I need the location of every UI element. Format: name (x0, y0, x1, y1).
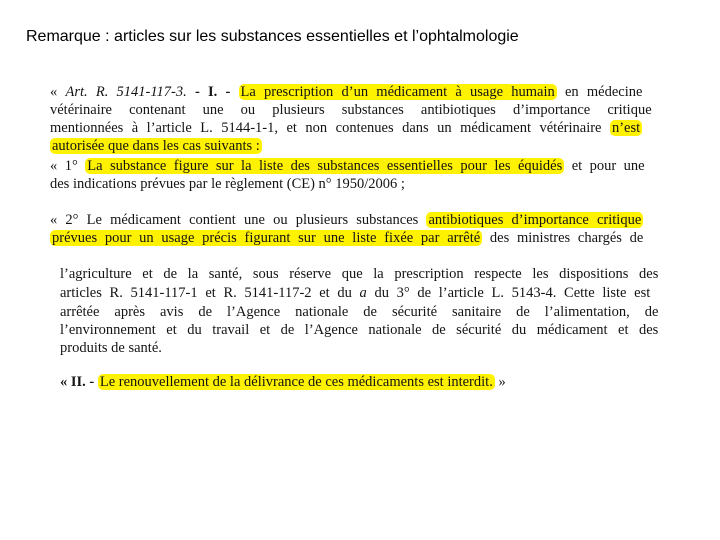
excerpt1-line-8 (50, 230, 643, 247)
text: des ministres chargés de (482, 230, 644, 246)
excerpt2-line-2 (60, 285, 650, 302)
excerpt2-line-1: l’agriculture et de la santé, sous réserve que la prescription respecte les dispositions des (60, 266, 659, 282)
text: articles R. 5141-117-1 et R. 5141-117-2 et du (60, 285, 360, 301)
quote-close: » (494, 374, 506, 390)
text: du 3° de l’article L. 5143-4. Cette liste est (366, 285, 651, 301)
excerpt1-line-5 (50, 158, 645, 175)
excerpt2-line-4: l’environnement et du travail et de l’Agence nationale de sécurité du médicament et des (60, 322, 659, 338)
text: « 1° (50, 158, 86, 174)
excerpt1-line-1 (50, 84, 642, 101)
highlight-nest: n’est (611, 120, 641, 136)
excerpt2-line-6 (60, 374, 506, 391)
highlight-usage-precis: prévues pour un usage précis figurant sur une liste fixée par arrêté (52, 230, 481, 246)
text-italic: a (359, 285, 367, 301)
text: « 2° Le médicament contient une ou plusieurs substances (50, 212, 427, 228)
text: en médecine (556, 84, 643, 100)
text: et pour une (564, 158, 645, 174)
excerpt1-line-3 (50, 120, 642, 137)
highlight-autorisee: autorisée que dans les cas suivants : (52, 138, 260, 154)
excerpt2-line-5: produits de santé. (60, 340, 162, 356)
section-number: - I. - (186, 84, 239, 100)
excerpt1-line-2: vétérinaire contenant une ou plusieurs substances antibiotiques d’importance critique (50, 102, 652, 118)
excerpt1-line-7 (50, 212, 643, 229)
highlight-renouvellement: Le renouvellement de la délivrance de ces médicaments est interdit. (99, 374, 493, 390)
article-ref: Art. R. 5141-117-3. (65, 84, 187, 100)
section-number: « II. - (60, 374, 98, 390)
highlight-prescription: La prescription d’un médicament à usage humain (240, 84, 555, 100)
highlight-antibiotiques: antibiotiques d’importance critique (428, 212, 642, 228)
excerpt2-line-3: arrêtée après avis de l’Agence nationale de sécurité sanitaire de l’alimentation, de (60, 304, 659, 320)
excerpt1-line-4 (50, 138, 262, 155)
text: mentionnées à l’article L. 5144-1-1, et non contenues dans un médicament vétérinaire (50, 120, 610, 136)
highlight-equides: La substance figure sur la liste des substances essentielles pour les équidés (87, 158, 563, 174)
excerpt1-line-6: des indications prévues par le règlement (CE) n° 1950/2006 ; (50, 176, 405, 192)
quote-open: « (50, 84, 66, 100)
slide-title: Remarque : articles sur les substances essentielles et l’ophtalmologie (26, 28, 519, 45)
